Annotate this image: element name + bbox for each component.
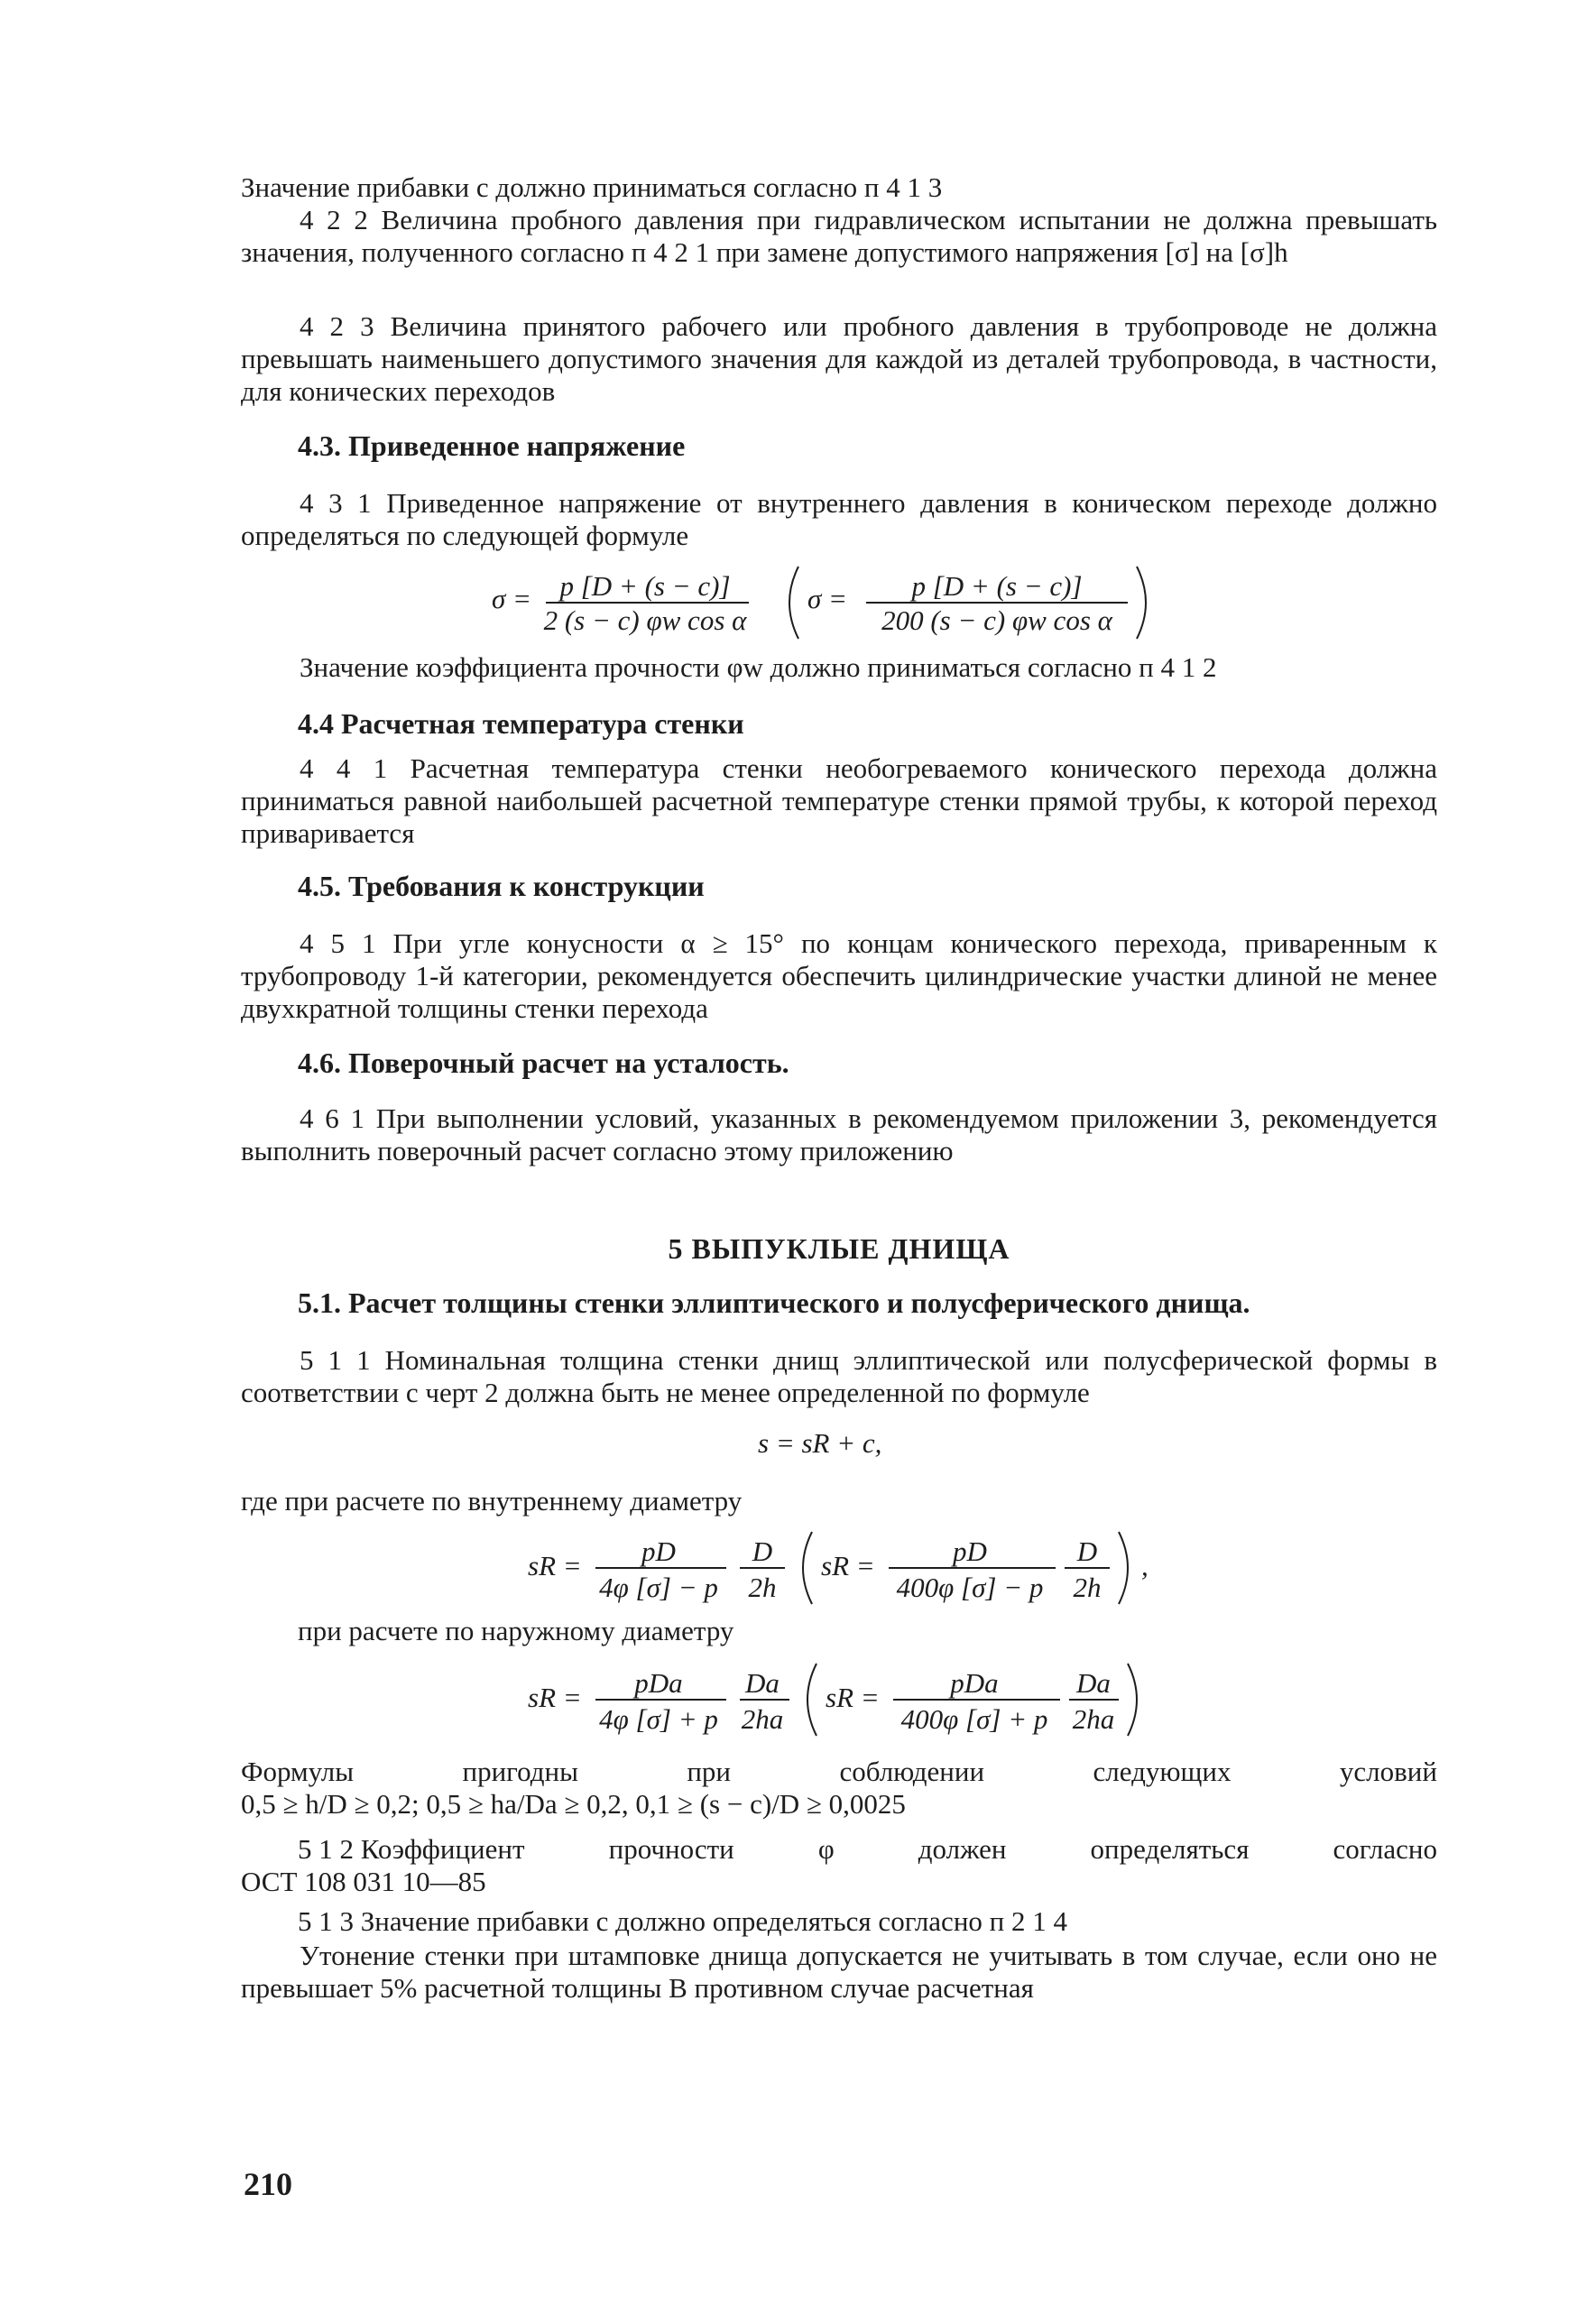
formula-thickness: s = sR + c, bbox=[758, 1427, 882, 1459]
paragraph-513: 5 1 3 Значение прибавки с должно определяться согласно п 2 1 4 bbox=[298, 1905, 1067, 1937]
p512-word: согласно bbox=[1333, 1833, 1437, 1865]
formula-sigma-num-alt: p [D + (s − c)] bbox=[911, 570, 1083, 602]
formula-outer-den-b: 2ha bbox=[741, 1703, 784, 1735]
paragraph-thinning bbox=[241, 1940, 1437, 2005]
formula-sigma-num: p [D + (s − c)] bbox=[559, 570, 731, 602]
formula-inner-den-b: 2h bbox=[748, 1572, 777, 1603]
paragraph-coefficient-text: Значение коэффициента прочности φw должно приниматься согласно п 4 1 2 bbox=[300, 651, 1217, 683]
formula-sigma-lhs: σ = bbox=[492, 583, 531, 614]
paragraph-422 bbox=[241, 204, 1437, 269]
formula-inner-num-alt: pD bbox=[953, 1535, 987, 1567]
paragraph-outer-diameter: при расчете по наружному диаметру bbox=[298, 1615, 734, 1646]
conditions-word: при bbox=[687, 1756, 732, 1787]
formula-outer-lhs-alt: sR = bbox=[826, 1682, 880, 1713]
section-5-title: 5 ВЫПУКЛЫЕ ДНИЩА bbox=[668, 1232, 1010, 1265]
p512-word: прочности bbox=[608, 1833, 734, 1865]
paragraph-inner-diameter: где при расчете по внутреннему диаметру bbox=[241, 1485, 743, 1517]
svg-text:,: , bbox=[1141, 1550, 1149, 1581]
paragraph-431-text: 4 3 1 Приведенное напряжение от внутреннего давления в коническом переходе должно определяться по следующей формуле bbox=[241, 487, 1437, 551]
heading-4-4: 4.4 Расчетная температура стенки bbox=[298, 707, 744, 740]
p512-word: 5 1 2 Коэффициент bbox=[298, 1833, 525, 1865]
formula-outer-num-alt-b: Da bbox=[1076, 1667, 1111, 1699]
formula-outer-num-b: Da bbox=[745, 1667, 780, 1699]
paragraph-423-text: 4 2 3 Величина принятого рабочего или пробного давления в трубопроводе не должна превышать наименьшего допустимого значения для каждой из деталей трубопровода, в частности, для конических переходов bbox=[241, 310, 1437, 407]
paragraph-511-text: 5 1 1 Номинальная толщина стенки днищ эллиптической или полусферической формы в соответствии с черт 2 должна быть не менее определенной по формуле bbox=[241, 1344, 1437, 1408]
paragraph-511 bbox=[241, 1344, 1437, 1409]
paragraph-conditions-line1 bbox=[241, 1756, 1437, 1788]
formula-outer-lhs: sR = bbox=[528, 1682, 582, 1713]
formula-inner-lhs: sR = bbox=[528, 1550, 582, 1581]
paragraph-413-ref: Значение прибавки с должно приниматься согласно п 4 1 3 bbox=[241, 171, 943, 203]
formula-inner-den: 4φ [σ] − p bbox=[599, 1572, 718, 1603]
paragraph-451 bbox=[241, 927, 1437, 1025]
p512-word: должен bbox=[918, 1833, 1007, 1865]
paragraph-441 bbox=[241, 752, 1437, 850]
formula-outer-num: pDa bbox=[634, 1667, 683, 1699]
paragraph-thinning-text: Утонение стенки при штамповке днища допускается не учитывать в том случае, если оно не превышает 5% расчетной толщины В противном случае расчетная bbox=[241, 1940, 1437, 2004]
formula-inner-lhs-alt: sR = bbox=[821, 1550, 875, 1581]
paragraph-422-text: 4 2 2 Величина пробного давления при гидравлическом испытании не должна превышать значения, полученного согласно п 4 2 1 при замене допустимого напряжения [σ] на [σ]h bbox=[241, 204, 1437, 268]
formula-inner-den-alt-b: 2h bbox=[1073, 1572, 1102, 1603]
formula-sigma-den: 2 (s − c) φw cos α bbox=[543, 604, 747, 636]
formula-inner-diameter bbox=[523, 1525, 1209, 1610]
p512-word: определяться bbox=[1090, 1833, 1250, 1865]
conditions-word: пригодны bbox=[462, 1756, 578, 1787]
formula-outer-diameter bbox=[523, 1656, 1209, 1742]
paragraph-coefficient bbox=[241, 651, 1437, 684]
paragraph-441-text: 4 4 1 Расчетная температура стенки необогреваемого конического перехода должна приниматься равной наибольшей расчетной температуре стенки прямой трубы, к которой переход приваривается bbox=[241, 752, 1437, 849]
formula-inner-num: pD bbox=[641, 1535, 676, 1567]
formula-outer-num-alt: pDa bbox=[950, 1667, 999, 1699]
heading-5-1: 5.1. Расчет толщины стенки эллиптического и полусферического днища. bbox=[298, 1286, 1250, 1319]
paragraph-conditions-line2: 0,5 ≥ h/D ≥ 0,2; 0,5 ≥ ha/Da ≥ 0,2, 0,1 ≥ (s − c)/D ≥ 0,0025 bbox=[241, 1788, 906, 1820]
heading-4-3: 4.3. Приведенное напряжение bbox=[298, 429, 686, 462]
formula-sigma-den-alt: 200 (s − c) φw cos α bbox=[881, 604, 1112, 636]
p512-word: φ bbox=[817, 1833, 835, 1865]
formula-reduced-stress bbox=[487, 558, 1173, 648]
formula-inner-num-b: D bbox=[752, 1535, 773, 1567]
paragraph-431 bbox=[241, 487, 1437, 552]
paragraph-423 bbox=[241, 310, 1437, 408]
page-number: 210 bbox=[244, 2166, 292, 2202]
heading-4-6: 4.6. Поверочный расчет на усталость. bbox=[298, 1046, 789, 1079]
paragraph-512-line1 bbox=[298, 1833, 1437, 1866]
paragraph-461 bbox=[241, 1102, 1437, 1167]
formula-outer-den-alt-b: 2ha bbox=[1072, 1703, 1115, 1735]
formula-outer-den-alt: 400φ [σ] + p bbox=[900, 1703, 1048, 1735]
paragraph-451-text: 4 5 1 При угле конусности α ≥ 15° по концам конического перехода, приваренным к трубопроводу 1-й категории, рекомендуется обеспечить цилиндрические участки длиной не менее двухкратной толщины стенки перехода bbox=[241, 927, 1437, 1024]
formula-inner-den-alt: 400φ [σ] − p bbox=[896, 1572, 1044, 1603]
formula-sigma-lhs-alt: σ = bbox=[807, 583, 847, 614]
paragraph-512-line2: ОСТ 108 031 10—85 bbox=[241, 1866, 486, 1897]
formula-inner-num-alt-b: D bbox=[1076, 1535, 1098, 1567]
conditions-word: следующих bbox=[1093, 1756, 1232, 1787]
conditions-word: соблюдении bbox=[839, 1756, 985, 1787]
heading-4-5: 4.5. Требования к конструкции bbox=[298, 870, 705, 902]
conditions-word: условий bbox=[1339, 1756, 1437, 1787]
paragraph-461-text: 4 6 1 При выполнении условий, указанных в рекомендуемом приложении 3, рекомендуется выполнить поверочный расчет согласно этому приложению bbox=[241, 1102, 1437, 1166]
conditions-word: Формулы bbox=[241, 1756, 355, 1787]
formula-outer-den: 4φ [σ] + p bbox=[599, 1703, 718, 1735]
